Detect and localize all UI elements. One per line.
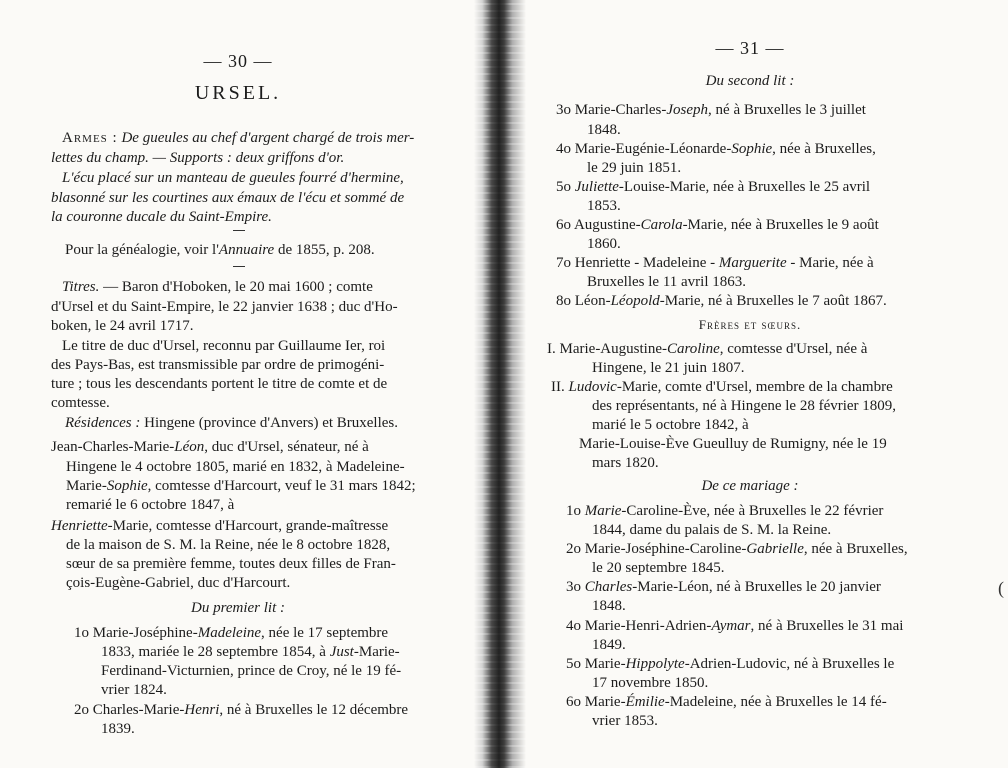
head-line-1: Jean-Charles-Marie-Léon, duc d'Ursel, sénateur, né à: [51, 439, 369, 455]
family-title: URSEL.: [194, 82, 282, 104]
residences: Résidences : Hingene (province d'Anvers) et Bruxelles.: [65, 415, 399, 431]
child-3-line-2: 1848.: [587, 122, 621, 138]
child-1-line-1: 1o Marie-Joséphine-Madeleine, née le 17 septembre: [74, 625, 389, 641]
sibling-2-line-5: mars 1820.: [592, 455, 659, 471]
arms-line-5: la couronne ducale du Saint-Empire.: [51, 209, 272, 225]
child-6-line-2: 1860.: [587, 236, 621, 252]
titres-line-3: boken, le 24 avril 1717.: [51, 318, 194, 334]
child-1-line-4: vrier 1824.: [101, 682, 167, 698]
child-7-line-2: Bruxelles le 11 avril 1863.: [587, 274, 746, 290]
siblings-heading: Frères et sœurs.: [698, 317, 802, 332]
nephew-4-line-2: 1849.: [592, 637, 626, 653]
sibling-2-line-1: II. Ludovic-Marie, comte d'Ursel, membre de la chambre: [551, 379, 893, 395]
left-page: [0, 0, 485, 768]
arms-label: Armes :: [62, 130, 118, 146]
nephew-4-line-1: 4o Marie-Henri-Adrien-Aymar, né à Bruxelles le 31 mai: [566, 618, 904, 634]
child-2-line-1: 2o Charles-Marie-Henri, né à Bruxelles le 12 décembre: [74, 702, 409, 718]
genealogy-reference: Pour la généalogie, voir l'Annuaire de 1855, p. 208.: [65, 242, 375, 258]
nephew-2-line-2: le 20 septembre 1845.: [592, 560, 725, 576]
head-line-2: Hingene le 4 octobre 1805, marié en 1832, à Madeleine-: [66, 459, 405, 475]
section-rule: [233, 266, 245, 267]
child-2-line-2: 1839.: [101, 721, 135, 737]
head-line-8: çois-Eugène-Gabriel, duc d'Harcourt.: [66, 575, 291, 591]
child-3-line-1: 3o Marie-Charles-Joseph, né à Bruxelles le 3 juillet: [556, 102, 866, 118]
ducal-line-3: ture ; tous les descendants portent le titre de comte et de: [51, 376, 388, 392]
ducal-line-1: Le titre de duc d'Ursel, reconnu par Guillaume Ier, roi: [62, 338, 386, 354]
page-number-30: — 30 —: [203, 51, 273, 71]
titres-line-2: d'Ursel et du Saint-Empire, le 22 janvier 1638 ; duc d'Ho-: [51, 299, 398, 315]
section-rule: [233, 230, 245, 231]
head-line-3: Marie-Sophie, comtesse d'Harcourt, veuf le 31 mars 1842;: [66, 478, 416, 494]
nephew-3-line-2: 1848.: [592, 598, 626, 614]
nephew-5-line-1: 5o Marie-Hippolyte-Adrien-Ludovic, né à Bruxelles le: [566, 656, 895, 672]
child-5-line-2: 1853.: [587, 198, 621, 214]
child-1-line-3: Ferdinand-Victurnien, prince de Croy, né le 19 fé-: [101, 663, 402, 679]
head-line-7: sœur de sa première femme, toutes deux filles de Fran-: [66, 556, 396, 572]
first-bed-heading: Du premier lit :: [190, 600, 285, 616]
sibling-2-line-4: Marie-Louise-Ève Gueulluy de Rumigny, née le 19: [579, 436, 887, 452]
nephew-6-line-1: 6o Marie-Émilie-Madeleine, née à Bruxelles le 14 fé-: [566, 694, 887, 710]
sibling-2-line-3: marié le 5 octobre 1842, à: [592, 417, 749, 433]
head-line-6: de la maison de S. M. la Reine, née le 8 octobre 1828,: [66, 537, 391, 553]
sibling-1-line-2: Hingene, le 21 juin 1807.: [592, 360, 745, 376]
arms-line-1: Armes : De gueules au chef d'argent chargé de trois mer-: [62, 130, 415, 146]
sibling-1-line-1: I. Marie-Augustine-Caroline, comtesse d'Ursel, née à: [547, 341, 868, 357]
right-page: [500, 0, 1008, 768]
child-6-line-1: 6o Augustine-Carola-Marie, née à Bruxelles le 9 août: [556, 217, 879, 233]
arms-line-3: L'écu placé sur un manteau de gueules fourré d'hermine,: [62, 170, 404, 186]
page-number-31: — 31 —: [715, 38, 785, 58]
book-gutter: [474, 0, 526, 768]
child-4-line-1: 4o Marie-Eugénie-Léonarde-Sophie, née à Bruxelles,: [556, 141, 876, 157]
child-4-line-2: le 29 juin 1851.: [587, 160, 682, 176]
head-line-5: Henriette-Marie, comtesse d'Harcourt, grande-maîtresse: [51, 518, 389, 534]
nephew-3-line-1: 3o Charles-Marie-Léon, né à Bruxelles le 20 janvier: [566, 579, 881, 595]
ducal-line-4: comtesse.: [51, 395, 110, 411]
titres-label: Titres.: [62, 279, 100, 295]
nephew-1-line-1: 1o Marie-Caroline-Ève, née à Bruxelles le 22 février: [566, 503, 884, 519]
titres-line-1: Titres. — Baron d'Hoboken, le 20 mai 1600 ; comte: [62, 279, 373, 295]
ducal-line-2: des Pays-Bas, est transmissible par ordre de primogéni-: [51, 357, 385, 373]
arms-line-4: blasonné sur les courtines aux émaux de l'écu et sommé de: [51, 190, 405, 206]
child-8-line-1: 8o Léon-Léopold-Marie, né à Bruxelles le 7 août 1867.: [556, 293, 887, 309]
child-7-line-1: 7o Henriette - Madeleine - Marguerite - Marie, née à: [556, 255, 874, 271]
nephew-6-line-2: vrier 1853.: [592, 713, 658, 729]
this-marriage-heading: De ce mariage :: [701, 478, 799, 494]
second-bed-heading: Du second lit :: [705, 73, 795, 89]
nephew-5-line-2: 17 novembre 1850.: [592, 675, 709, 691]
sibling-2-line-2: des représentants, né à Hingene le 28 février 1809,: [592, 398, 897, 414]
head-line-4: remarié le 6 octobre 1847, à: [66, 497, 235, 513]
nephew-1-line-2: 1844, dame du palais de S. M. la Reine.: [592, 522, 832, 538]
margin-mark: (: [998, 578, 1004, 598]
child-1-line-2: 1833, mariée le 28 septembre 1854, à Just-Marie-: [101, 644, 400, 660]
arms-line-2: lettes du champ. — Supports : deux griffons d'or.: [51, 150, 345, 166]
child-5-line-1: 5o Juliette-Louise-Marie, née à Bruxelles le 25 avril: [556, 179, 871, 195]
nephew-2-line-1: 2o Marie-Joséphine-Caroline-Gabrielle, née à Bruxelles,: [566, 541, 908, 557]
